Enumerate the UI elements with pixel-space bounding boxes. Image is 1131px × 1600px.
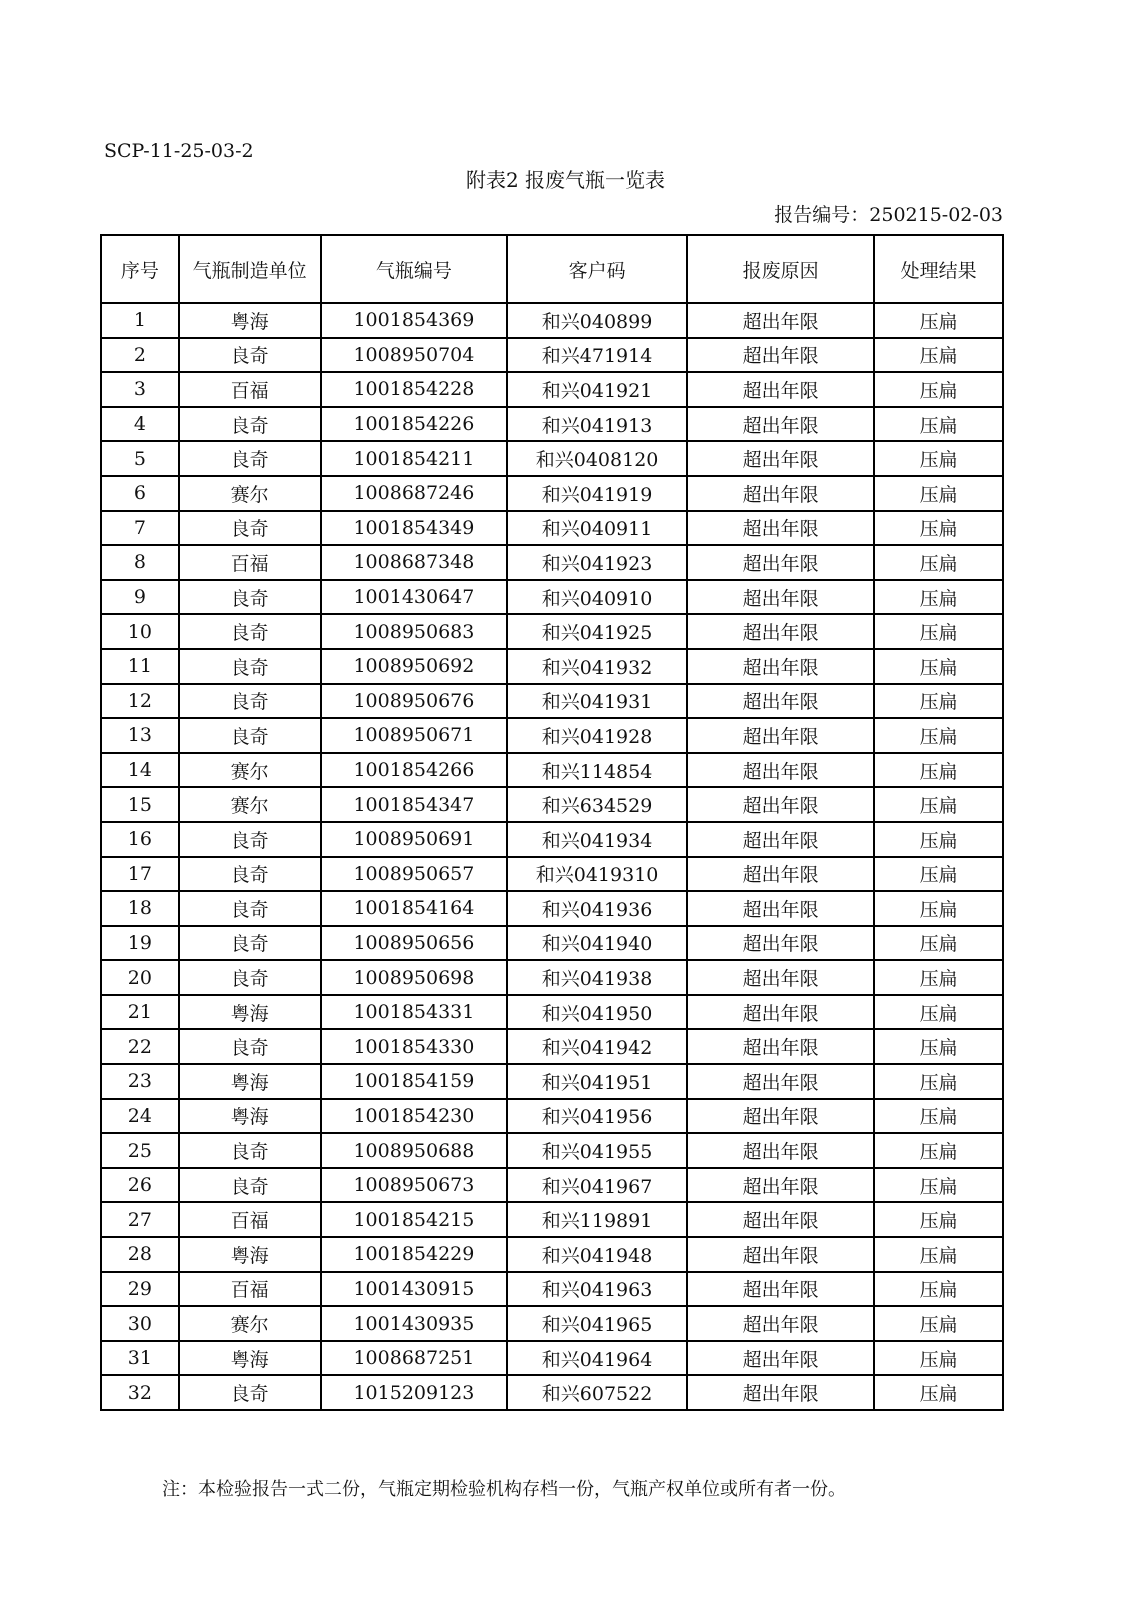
cell-manufacturer: 粤海 bbox=[179, 995, 321, 1030]
cell-scrap-reason: 超出年限 bbox=[687, 718, 874, 753]
cell-scrap-reason: 超出年限 bbox=[687, 960, 874, 995]
table-row bbox=[101, 1375, 1003, 1410]
cell-cylinder-number: 1008950683 bbox=[321, 614, 508, 649]
cell-scrap-reason: 超出年限 bbox=[687, 753, 874, 788]
cell-index: 3 bbox=[101, 372, 179, 407]
cell-customer-code: 和兴041955 bbox=[507, 1133, 687, 1168]
table-row bbox=[101, 338, 1003, 373]
table-row bbox=[101, 995, 1003, 1030]
cell-result: 压扁 bbox=[874, 1029, 1003, 1064]
cell-manufacturer: 良奇 bbox=[179, 857, 321, 892]
cell-index: 30 bbox=[101, 1306, 179, 1341]
cell-cylinder-number: 1008950676 bbox=[321, 684, 508, 719]
cell-scrap-reason: 超出年限 bbox=[687, 441, 874, 476]
cell-manufacturer: 良奇 bbox=[179, 684, 321, 719]
cell-index: 11 bbox=[101, 649, 179, 684]
cell-cylinder-number: 1001854211 bbox=[321, 441, 508, 476]
cell-cylinder-number: 1008950688 bbox=[321, 1133, 508, 1168]
cell-cylinder-number: 1008950673 bbox=[321, 1168, 508, 1203]
table-header-row bbox=[101, 235, 1003, 303]
cell-scrap-reason: 超出年限 bbox=[687, 1064, 874, 1099]
table-row bbox=[101, 926, 1003, 961]
cell-result: 压扁 bbox=[874, 511, 1003, 546]
cell-manufacturer: 良奇 bbox=[179, 511, 321, 546]
cell-customer-code: 和兴041948 bbox=[507, 1237, 687, 1272]
cell-manufacturer: 良奇 bbox=[179, 718, 321, 753]
cell-manufacturer: 良奇 bbox=[179, 1168, 321, 1203]
cell-result: 压扁 bbox=[874, 891, 1003, 926]
cell-customer-code: 和兴634529 bbox=[507, 787, 687, 822]
cell-index: 31 bbox=[101, 1341, 179, 1376]
cell-customer-code: 和兴041936 bbox=[507, 891, 687, 926]
cell-index: 7 bbox=[101, 511, 179, 546]
cell-scrap-reason: 超出年限 bbox=[687, 1306, 874, 1341]
header-result: 处理结果 bbox=[874, 235, 1003, 303]
cell-customer-code: 和兴114854 bbox=[507, 753, 687, 788]
table-row bbox=[101, 718, 1003, 753]
cell-manufacturer: 良奇 bbox=[179, 649, 321, 684]
header-manufacturer: 气瓶制造单位 bbox=[179, 235, 321, 303]
cell-cylinder-number: 1001854347 bbox=[321, 787, 508, 822]
cell-cylinder-number: 1015209123 bbox=[321, 1375, 508, 1410]
cell-manufacturer: 良奇 bbox=[179, 1029, 321, 1064]
cell-index: 27 bbox=[101, 1202, 179, 1237]
cell-manufacturer: 良奇 bbox=[179, 338, 321, 373]
cell-customer-code: 和兴607522 bbox=[507, 1375, 687, 1410]
cell-scrap-reason: 超出年限 bbox=[687, 1133, 874, 1168]
cell-result: 压扁 bbox=[874, 857, 1003, 892]
table-row bbox=[101, 857, 1003, 892]
table-row bbox=[101, 407, 1003, 442]
cell-index: 32 bbox=[101, 1375, 179, 1410]
cell-result: 压扁 bbox=[874, 960, 1003, 995]
cell-customer-code: 和兴0419310 bbox=[507, 857, 687, 892]
cell-scrap-reason: 超出年限 bbox=[687, 1099, 874, 1134]
cell-result: 压扁 bbox=[874, 338, 1003, 373]
cell-index: 19 bbox=[101, 926, 179, 961]
cell-customer-code: 和兴041964 bbox=[507, 1341, 687, 1376]
cell-cylinder-number: 1001854228 bbox=[321, 372, 508, 407]
cell-scrap-reason: 超出年限 bbox=[687, 1375, 874, 1410]
header-cylinder-number: 气瓶编号 bbox=[321, 235, 508, 303]
table-row bbox=[101, 441, 1003, 476]
cell-manufacturer: 粤海 bbox=[179, 1237, 321, 1272]
cell-result: 压扁 bbox=[874, 822, 1003, 857]
cell-scrap-reason: 超出年限 bbox=[687, 684, 874, 719]
cell-index: 22 bbox=[101, 1029, 179, 1064]
cell-customer-code: 和兴041950 bbox=[507, 995, 687, 1030]
table-row bbox=[101, 960, 1003, 995]
cell-index: 28 bbox=[101, 1237, 179, 1272]
cell-result: 压扁 bbox=[874, 1306, 1003, 1341]
cell-cylinder-number: 1001854226 bbox=[321, 407, 508, 442]
table-row bbox=[101, 1029, 1003, 1064]
header-customer-code: 客户码 bbox=[507, 235, 687, 303]
cell-scrap-reason: 超出年限 bbox=[687, 511, 874, 546]
document-title: 附表2 报废气瓶一览表 bbox=[465, 168, 666, 192]
cell-cylinder-number: 1008950692 bbox=[321, 649, 508, 684]
cell-scrap-reason: 超出年限 bbox=[687, 1202, 874, 1237]
cell-cylinder-number: 1008950657 bbox=[321, 857, 508, 892]
cell-index: 2 bbox=[101, 338, 179, 373]
cell-cylinder-number: 1001430647 bbox=[321, 580, 508, 615]
cell-result: 压扁 bbox=[874, 476, 1003, 511]
cell-manufacturer: 良奇 bbox=[179, 926, 321, 961]
cell-index: 20 bbox=[101, 960, 179, 995]
cell-cylinder-number: 1008950691 bbox=[321, 822, 508, 857]
cell-scrap-reason: 超出年限 bbox=[687, 407, 874, 442]
cell-customer-code: 和兴041942 bbox=[507, 1029, 687, 1064]
table-row bbox=[101, 1099, 1003, 1134]
cell-customer-code: 和兴041938 bbox=[507, 960, 687, 995]
cell-manufacturer: 粤海 bbox=[179, 303, 321, 338]
footnote: 注：本检验报告一式二份，气瓶定期检验机构存档一份，气瓶产权单位或所有者一份。 bbox=[162, 1479, 846, 1500]
cell-manufacturer: 粤海 bbox=[179, 1341, 321, 1376]
cell-customer-code: 和兴041925 bbox=[507, 614, 687, 649]
cell-index: 13 bbox=[101, 718, 179, 753]
table-row bbox=[101, 822, 1003, 857]
cell-scrap-reason: 超出年限 bbox=[687, 891, 874, 926]
cell-result: 压扁 bbox=[874, 753, 1003, 788]
cell-scrap-reason: 超出年限 bbox=[687, 995, 874, 1030]
table-row bbox=[101, 511, 1003, 546]
cell-cylinder-number: 1008950698 bbox=[321, 960, 508, 995]
cell-index: 1 bbox=[101, 303, 179, 338]
cell-cylinder-number: 1001854330 bbox=[321, 1029, 508, 1064]
cell-customer-code: 和兴041965 bbox=[507, 1306, 687, 1341]
cell-scrap-reason: 超出年限 bbox=[687, 303, 874, 338]
cell-customer-code: 和兴041923 bbox=[507, 545, 687, 580]
cell-result: 压扁 bbox=[874, 303, 1003, 338]
cell-cylinder-number: 1008950656 bbox=[321, 926, 508, 961]
cell-cylinder-number: 1008687348 bbox=[321, 545, 508, 580]
cell-customer-code: 和兴041940 bbox=[507, 926, 687, 961]
cell-customer-code: 和兴471914 bbox=[507, 338, 687, 373]
cell-customer-code: 和兴041956 bbox=[507, 1099, 687, 1134]
cell-scrap-reason: 超出年限 bbox=[687, 338, 874, 373]
cell-manufacturer: 良奇 bbox=[179, 580, 321, 615]
cell-manufacturer: 良奇 bbox=[179, 891, 321, 926]
table-row bbox=[101, 1341, 1003, 1376]
cell-manufacturer: 百福 bbox=[179, 545, 321, 580]
cell-customer-code: 和兴041928 bbox=[507, 718, 687, 753]
cell-cylinder-number: 1001854349 bbox=[321, 511, 508, 546]
cell-scrap-reason: 超出年限 bbox=[687, 787, 874, 822]
cell-index: 8 bbox=[101, 545, 179, 580]
header-index: 序号 bbox=[101, 235, 179, 303]
cell-index: 6 bbox=[101, 476, 179, 511]
cell-customer-code: 和兴119891 bbox=[507, 1202, 687, 1237]
cell-result: 压扁 bbox=[874, 926, 1003, 961]
cell-manufacturer: 良奇 bbox=[179, 822, 321, 857]
cell-result: 压扁 bbox=[874, 718, 1003, 753]
cell-manufacturer: 赛尔 bbox=[179, 787, 321, 822]
cell-scrap-reason: 超出年限 bbox=[687, 649, 874, 684]
table-row bbox=[101, 580, 1003, 615]
cell-cylinder-number: 1001854230 bbox=[321, 1099, 508, 1134]
cell-result: 压扁 bbox=[874, 580, 1003, 615]
cell-index: 25 bbox=[101, 1133, 179, 1168]
cell-customer-code: 和兴041919 bbox=[507, 476, 687, 511]
cell-cylinder-number: 1001854229 bbox=[321, 1237, 508, 1272]
cell-cylinder-number: 1001854159 bbox=[321, 1064, 508, 1099]
table-row bbox=[101, 303, 1003, 338]
cell-result: 压扁 bbox=[874, 1272, 1003, 1307]
table-row bbox=[101, 1064, 1003, 1099]
cell-customer-code: 和兴041967 bbox=[507, 1168, 687, 1203]
report-number: 报告编号：250215-02-03 bbox=[774, 204, 1003, 226]
cell-manufacturer: 赛尔 bbox=[179, 476, 321, 511]
cell-index: 5 bbox=[101, 441, 179, 476]
cell-result: 压扁 bbox=[874, 407, 1003, 442]
cell-scrap-reason: 超出年限 bbox=[687, 614, 874, 649]
cell-cylinder-number: 1008950704 bbox=[321, 338, 508, 373]
cell-index: 14 bbox=[101, 753, 179, 788]
cell-index: 18 bbox=[101, 891, 179, 926]
cell-cylinder-number: 1008687251 bbox=[321, 1341, 508, 1376]
table-row bbox=[101, 476, 1003, 511]
cell-customer-code: 和兴041963 bbox=[507, 1272, 687, 1307]
table-row bbox=[101, 787, 1003, 822]
table-row bbox=[101, 753, 1003, 788]
cell-result: 压扁 bbox=[874, 1341, 1003, 1376]
document-code: SCP-11-25-03-2 bbox=[104, 140, 254, 162]
cell-manufacturer: 良奇 bbox=[179, 614, 321, 649]
cell-result: 压扁 bbox=[874, 1202, 1003, 1237]
cell-result: 压扁 bbox=[874, 545, 1003, 580]
cell-scrap-reason: 超出年限 bbox=[687, 545, 874, 580]
table-row bbox=[101, 1306, 1003, 1341]
cell-manufacturer: 良奇 bbox=[179, 441, 321, 476]
cell-scrap-reason: 超出年限 bbox=[687, 476, 874, 511]
cell-result: 压扁 bbox=[874, 1168, 1003, 1203]
cell-result: 压扁 bbox=[874, 1133, 1003, 1168]
cell-scrap-reason: 超出年限 bbox=[687, 857, 874, 892]
cell-index: 4 bbox=[101, 407, 179, 442]
cell-manufacturer: 百福 bbox=[179, 1272, 321, 1307]
table-row bbox=[101, 649, 1003, 684]
cell-manufacturer: 良奇 bbox=[179, 407, 321, 442]
table-row bbox=[101, 614, 1003, 649]
table-row bbox=[101, 545, 1003, 580]
cell-index: 29 bbox=[101, 1272, 179, 1307]
cell-index: 23 bbox=[101, 1064, 179, 1099]
cell-customer-code: 和兴040899 bbox=[507, 303, 687, 338]
table-row bbox=[101, 1168, 1003, 1203]
scrapped-cylinder-table bbox=[100, 234, 1004, 1411]
cell-index: 21 bbox=[101, 995, 179, 1030]
cell-index: 9 bbox=[101, 580, 179, 615]
table-row bbox=[101, 1272, 1003, 1307]
header-scrap-reason: 报废原因 bbox=[687, 235, 874, 303]
cell-scrap-reason: 超出年限 bbox=[687, 1341, 874, 1376]
cell-scrap-reason: 超出年限 bbox=[687, 1029, 874, 1064]
cell-scrap-reason: 超出年限 bbox=[687, 1272, 874, 1307]
cell-manufacturer: 粤海 bbox=[179, 1064, 321, 1099]
cell-index: 12 bbox=[101, 684, 179, 719]
cell-cylinder-number: 1001854266 bbox=[321, 753, 508, 788]
cell-index: 16 bbox=[101, 822, 179, 857]
cell-manufacturer: 良奇 bbox=[179, 1375, 321, 1410]
cell-customer-code: 和兴041934 bbox=[507, 822, 687, 857]
cell-result: 压扁 bbox=[874, 1375, 1003, 1410]
cell-customer-code: 和兴041931 bbox=[507, 684, 687, 719]
cell-customer-code: 和兴041913 bbox=[507, 407, 687, 442]
cell-customer-code: 和兴041921 bbox=[507, 372, 687, 407]
cell-scrap-reason: 超出年限 bbox=[687, 372, 874, 407]
cell-customer-code: 和兴040910 bbox=[507, 580, 687, 615]
cell-customer-code: 和兴040911 bbox=[507, 511, 687, 546]
cell-manufacturer: 良奇 bbox=[179, 1133, 321, 1168]
cell-cylinder-number: 1001854331 bbox=[321, 995, 508, 1030]
cell-result: 压扁 bbox=[874, 684, 1003, 719]
table-row bbox=[101, 684, 1003, 719]
cell-result: 压扁 bbox=[874, 995, 1003, 1030]
cell-result: 压扁 bbox=[874, 649, 1003, 684]
cell-manufacturer: 粤海 bbox=[179, 1099, 321, 1134]
cell-cylinder-number: 1001854369 bbox=[321, 303, 508, 338]
cell-cylinder-number: 1008687246 bbox=[321, 476, 508, 511]
cell-index: 26 bbox=[101, 1168, 179, 1203]
cell-result: 压扁 bbox=[874, 1099, 1003, 1134]
cell-scrap-reason: 超出年限 bbox=[687, 822, 874, 857]
cell-cylinder-number: 1001854215 bbox=[321, 1202, 508, 1237]
cell-manufacturer: 百福 bbox=[179, 1202, 321, 1237]
cell-scrap-reason: 超出年限 bbox=[687, 926, 874, 961]
cell-manufacturer: 百福 bbox=[179, 372, 321, 407]
table-row bbox=[101, 1133, 1003, 1168]
cell-index: 24 bbox=[101, 1099, 179, 1134]
cell-cylinder-number: 1008950671 bbox=[321, 718, 508, 753]
cell-customer-code: 和兴041932 bbox=[507, 649, 687, 684]
cell-cylinder-number: 1001430935 bbox=[321, 1306, 508, 1341]
cell-scrap-reason: 超出年限 bbox=[687, 1237, 874, 1272]
cell-cylinder-number: 1001430915 bbox=[321, 1272, 508, 1307]
cell-result: 压扁 bbox=[874, 1064, 1003, 1099]
cell-result: 压扁 bbox=[874, 372, 1003, 407]
table-row bbox=[101, 891, 1003, 926]
cell-index: 15 bbox=[101, 787, 179, 822]
table-row bbox=[101, 372, 1003, 407]
cell-manufacturer: 赛尔 bbox=[179, 753, 321, 788]
cell-result: 压扁 bbox=[874, 614, 1003, 649]
cell-customer-code: 和兴041951 bbox=[507, 1064, 687, 1099]
cell-manufacturer: 良奇 bbox=[179, 960, 321, 995]
cell-result: 压扁 bbox=[874, 441, 1003, 476]
cell-result: 压扁 bbox=[874, 787, 1003, 822]
table-row bbox=[101, 1202, 1003, 1237]
cell-index: 17 bbox=[101, 857, 179, 892]
cell-index: 10 bbox=[101, 614, 179, 649]
cell-cylinder-number: 1001854164 bbox=[321, 891, 508, 926]
cell-manufacturer: 赛尔 bbox=[179, 1306, 321, 1341]
table-row bbox=[101, 1237, 1003, 1272]
cell-result: 压扁 bbox=[874, 1237, 1003, 1272]
cell-customer-code: 和兴0408120 bbox=[507, 441, 687, 476]
cell-scrap-reason: 超出年限 bbox=[687, 580, 874, 615]
cell-scrap-reason: 超出年限 bbox=[687, 1168, 874, 1203]
